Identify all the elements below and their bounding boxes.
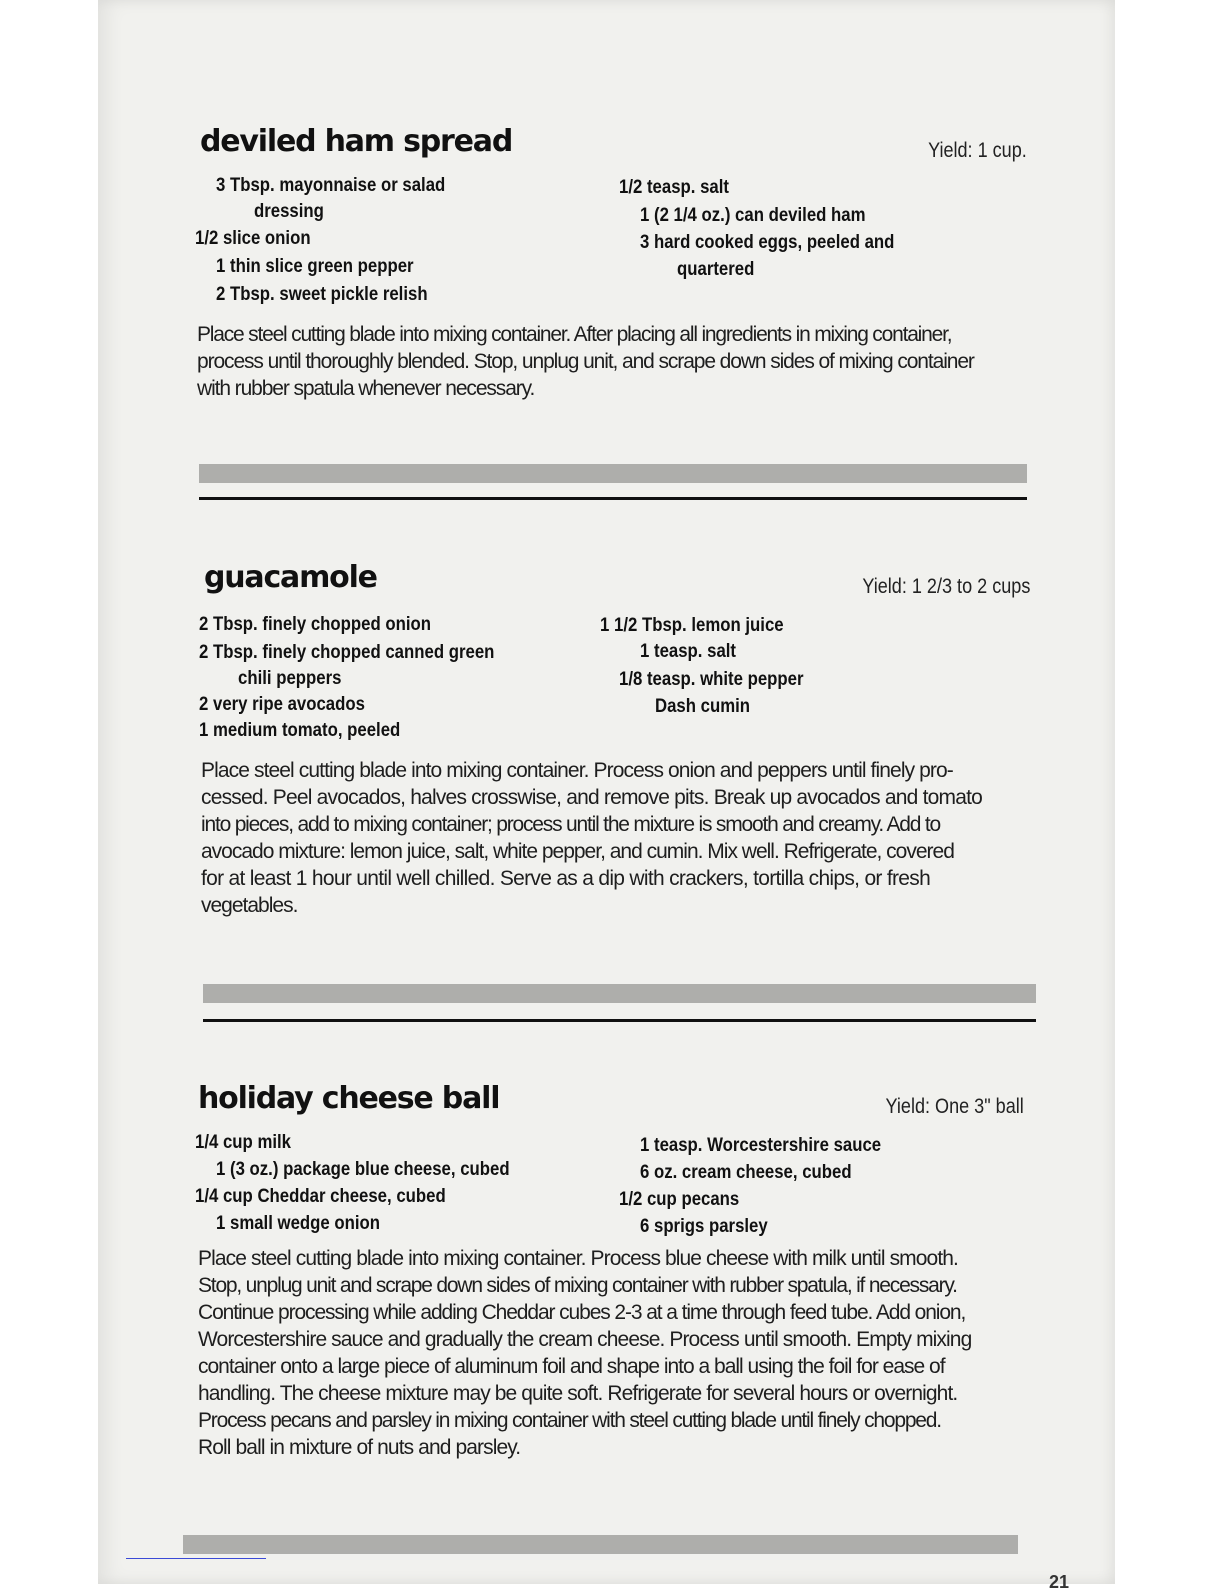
instruction-line: with rubber spatula whenever necessary. xyxy=(197,377,535,400)
ingredient: 1/4 cup Cheddar cheese, cubed xyxy=(195,1185,446,1207)
ingredient: 6 oz. cream cheese, cubed xyxy=(640,1161,852,1183)
ingredient: 1 teasp. salt xyxy=(640,640,737,662)
ingredient: 1/8 teasp. white pepper xyxy=(619,668,804,690)
recipe-yield-holiday-cheese-ball: Yield: One 3" ball xyxy=(885,1095,1024,1118)
ingredient: 1/2 slice onion xyxy=(195,227,311,249)
section-divider-bar xyxy=(203,984,1036,1003)
page-number: 21 xyxy=(1049,1572,1070,1592)
instruction-line: avocado mixture: lemon juice, salt, white pepper, and cumin. Mix well. Refrigerate, covered xyxy=(201,840,954,863)
ingredient: 1 medium tomato, peeled xyxy=(199,719,401,741)
instruction-line: handling. The cheese mixture may be quite soft. Refrigerate for several hours or overnight. xyxy=(198,1382,958,1405)
ingredient: 1/2 teasp. salt xyxy=(619,176,729,198)
ingredient: chili peppers xyxy=(238,667,342,689)
instruction-line: container onto a large piece of aluminum foil and shape into a ball using the foil for ease of xyxy=(198,1355,945,1378)
instruction-line: Continue processing while adding Cheddar cubes 2-3 at a time through feed tube. Add onion, xyxy=(198,1301,966,1324)
ingredient: 1 thin slice green pepper xyxy=(216,255,414,277)
instruction-line: vegetables. xyxy=(201,894,298,917)
instruction-line: Process pecans and parsley in mixing container with steel cutting blade until finely chopped. xyxy=(198,1409,941,1432)
ingredient: 1 1/2 Tbsp. lemon juice xyxy=(600,614,784,636)
ingredient: 2 Tbsp. finely chopped onion xyxy=(199,613,431,635)
ingredient: 2 very ripe avocados xyxy=(199,693,365,715)
recipe-title-holiday-cheese-ball: holiday cheese ball xyxy=(198,1081,500,1116)
ingredient: 1 (3 oz.) package blue cheese, cubed xyxy=(216,1158,510,1180)
recipe-instructions-guacamole xyxy=(201,757,1029,919)
instruction-line: for at least 1 hour until well chilled. Serve as a dip with crackers, tortilla chips, or fresh xyxy=(201,867,931,890)
instruction-line: Place steel cutting blade into mixing container. Process onion and peppers until finely pro- xyxy=(201,759,953,782)
ingredient: 3 Tbsp. mayonnaise or salad xyxy=(216,174,446,196)
instruction-line: process until thoroughly blended. Stop, unplug unit, and scrape down sides of mixing container xyxy=(197,350,974,373)
ingredient: 1/4 cup milk xyxy=(195,1131,292,1153)
instruction-line: Place steel cutting blade into mixing container. After placing all ingredients in mixing container, xyxy=(197,323,952,346)
instruction-line: Stop, unplug unit and scrape down sides of mixing container with rubber spatula, if necessary. xyxy=(198,1274,957,1297)
ingredient: 1 (2 1/4 oz.) can deviled ham xyxy=(640,204,866,226)
ingredient: quartered xyxy=(677,258,755,280)
ingredient: 1/2 cup pecans xyxy=(619,1188,740,1210)
ingredient: 1 teasp. Worcestershire sauce xyxy=(640,1134,882,1156)
section-divider-rule xyxy=(199,497,1027,500)
ingredient: 2 Tbsp. finely chopped canned green xyxy=(199,641,495,663)
instruction-line: into pieces, add to mixing container; process until the mixture is smooth and creamy. Add to xyxy=(201,813,940,836)
recipe-instructions-deviled-ham xyxy=(197,321,1025,402)
recipe-yield-deviled-ham: Yield: 1 cup. xyxy=(928,139,1027,162)
instruction-line: Place steel cutting blade into mixing container. Process blue cheese with milk until smooth. xyxy=(198,1247,958,1270)
section-divider-rule xyxy=(203,1019,1036,1022)
recipe-instructions-holiday-cheese-ball xyxy=(198,1245,1026,1461)
recipe-yield-guacamole: Yield: 1 2/3 to 2 cups xyxy=(861,575,1030,598)
ingredient: 2 Tbsp. sweet pickle relish xyxy=(216,283,428,305)
ingredient: 1 small wedge onion xyxy=(216,1212,381,1234)
ingredient: 3 hard cooked eggs, peeled and xyxy=(640,231,895,253)
ingredient: dressing xyxy=(254,200,324,222)
instruction-line: Roll ball in mixture of nuts and parsley. xyxy=(198,1436,521,1459)
recipe-title-guacamole: guacamole xyxy=(204,560,377,595)
section-divider-bar xyxy=(199,464,1027,483)
recipe-title-deviled-ham: deviled ham spread xyxy=(200,124,513,159)
instruction-line: Worcestershire sauce and gradually the cream cheese. Process until smooth. Empty mixing xyxy=(198,1328,972,1351)
underline-artifact xyxy=(126,1558,266,1559)
section-divider-bar xyxy=(183,1535,1018,1554)
ingredient: Dash cumin xyxy=(655,695,751,717)
instruction-line: cessed. Peel avocados, halves crosswise, and remove pits. Break up avocados and tomato xyxy=(201,786,982,809)
ingredient: 6 sprigs parsley xyxy=(640,1215,768,1237)
